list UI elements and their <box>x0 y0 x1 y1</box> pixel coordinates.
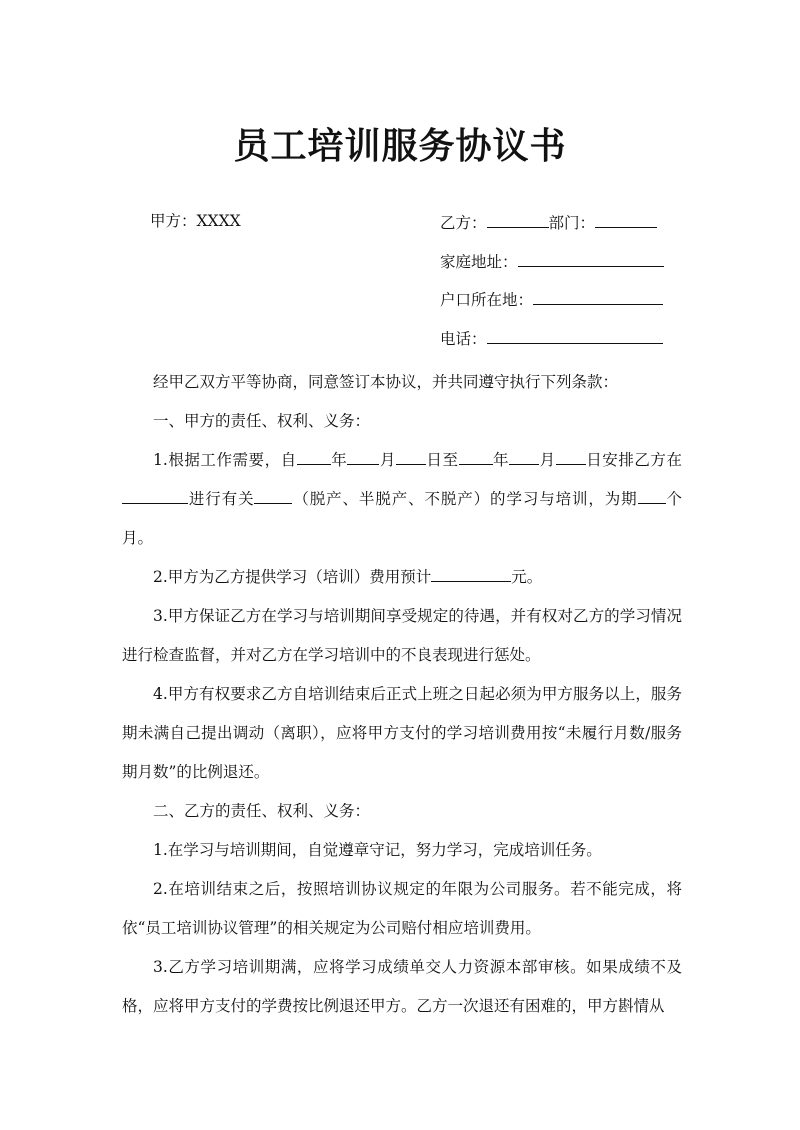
blank-line <box>122 488 188 504</box>
party-b-label: 乙方： <box>440 214 487 232</box>
hukou-label: 户口所在地： <box>440 291 534 309</box>
section-2-clause-2: 2.在培训结束之后，按照培训协议规定的年限为公司服务。若不能完成，将依“员工培训协议管理”的相关规定为公司赔付相应培训费用。 <box>122 880 682 937</box>
agreement-body <box>122 363 682 1026</box>
section-1-clause-4: 4.甲方有权要求乙方自培训结束后正式上班之日起必须为甲方服务以上，服务期未满自己提出调动（离职），应将甲方支付的学习培训费用按“未履行月数/服务期月数”的比例退还。 <box>122 685 682 781</box>
home-address-field <box>440 249 664 273</box>
clause-text: 进行有关 <box>188 490 255 508</box>
hukou-field <box>440 287 663 311</box>
home-address-blank <box>518 249 664 267</box>
clause-text: 元。 <box>511 568 543 586</box>
phone-field <box>440 326 663 350</box>
phone-blank <box>487 326 663 344</box>
party-a-label: 甲方： <box>150 212 197 230</box>
section-2-clause-1: 1.在学习与培训期间，自觉遵章守记，努力学习，完成培训任务。 <box>153 841 602 859</box>
blank-line <box>638 488 666 504</box>
blank-line <box>297 449 331 465</box>
clause-text: 年 <box>330 451 348 469</box>
clause-text: 月 <box>539 451 556 469</box>
blank-line <box>459 449 493 465</box>
section-1-clause-3: 3.甲方保证乙方在学习与培训期间享受规定的待遇，并有权对乙方的学习情况进行检查监督，并对乙方在学习培训中的不良表现进行惩处。 <box>122 607 682 664</box>
section-2-heading: 二、乙方的责任、权利、义务： <box>153 802 371 820</box>
section-2-clause-3: 3.乙方学习培训期满，应将学习成绩单交人力资源本部审核。如果成绩不及格，应将甲方支付的学费按比例退还甲方。乙方一次退还有困难的，甲方斟情从 <box>122 958 682 1015</box>
blank-line <box>396 449 426 465</box>
department-blank <box>595 210 657 228</box>
phone-label: 电话： <box>440 330 487 348</box>
section-1-clause-2 <box>122 558 682 597</box>
section-1-clause-1 <box>122 441 682 558</box>
blank-line <box>556 449 586 465</box>
blank-line <box>254 488 292 504</box>
blank-line <box>509 449 539 465</box>
party-a-field <box>150 210 241 232</box>
document-title: 员工培训服务协议书 <box>233 126 567 167</box>
blank-line <box>347 449 379 465</box>
party-b-name-blank <box>487 210 549 228</box>
clause-text: 个月。 <box>122 490 682 547</box>
hukou-blank <box>533 287 663 305</box>
clause-text: 1.根据工作需要，自 <box>153 451 297 469</box>
intro-paragraph: 经甲乙双方平等协商，同意签订本协议，并共同遵守执行下列条款： <box>153 373 619 391</box>
party-a-value: XXXX <box>196 212 241 230</box>
clause-text: 日安排乙方在 <box>585 451 682 469</box>
section-1-heading: 一、甲方的责任、权利、义务： <box>153 412 371 430</box>
clause-text: 2.甲方为乙方提供学习（培训）费用预计 <box>153 568 432 586</box>
blank-line <box>431 566 511 582</box>
department-label: 部门： <box>548 214 596 232</box>
home-address-label: 家庭地址： <box>440 253 518 271</box>
clause-text: （脱产、半脱产、不脱产）的学习与培训，为期 <box>292 490 638 508</box>
clause-text: 月 <box>379 451 396 469</box>
clause-text: 日至 <box>425 451 459 469</box>
party-b-field <box>440 210 657 234</box>
clause-text: 年 <box>492 451 510 469</box>
